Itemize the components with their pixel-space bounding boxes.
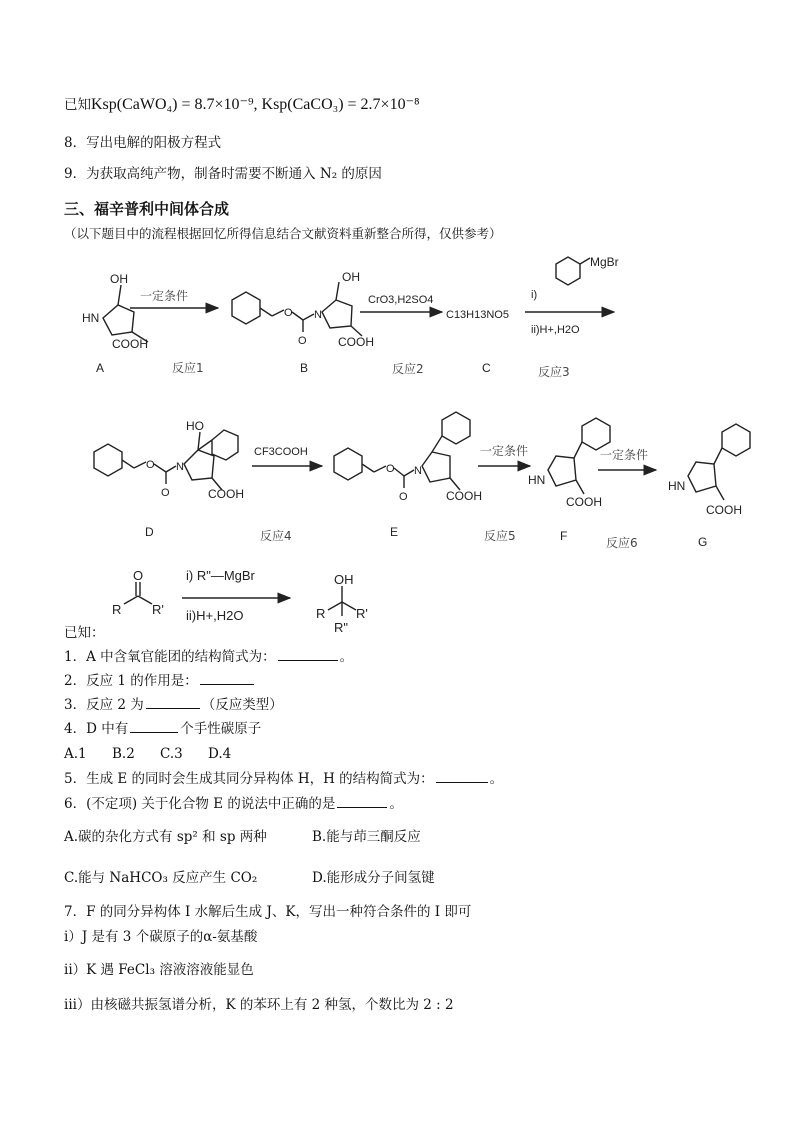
question-8: 8．写出电解的阳极方程式 (64, 135, 222, 151)
b-oh-label: OH (342, 270, 360, 284)
known-reaction (112, 568, 368, 635)
label-a: A (96, 361, 105, 375)
label-b: B (300, 361, 309, 375)
question-3 (64, 696, 283, 714)
d-cooh-label: COOH (208, 487, 244, 501)
q7-condition-i: i）J 是有 3 个碳原子的α-氨基酸 (64, 929, 258, 945)
d-n-label: N (176, 461, 184, 473)
arrow-1-condition: 一定条件 (140, 289, 189, 303)
q1-text: 1．A 中含氧官能团的结构简式为： (64, 649, 276, 665)
d-carbonyl-o: O (161, 487, 170, 499)
a-cooh-label: COOH (112, 337, 148, 351)
g-cooh-label: COOH (706, 503, 742, 517)
c-formula: C13H13NO5 (446, 309, 509, 321)
arrow-5-condition: 一定条件 (480, 444, 529, 458)
q6-end: 。 (389, 796, 403, 812)
q4-option-b[interactable]: B.2 (112, 746, 135, 762)
g-hn-label: HN (668, 479, 686, 493)
d-ho-label: HO (186, 419, 204, 433)
label-c: C (482, 361, 491, 375)
q4-text: 4．D 中有 (64, 721, 129, 737)
q4-end: 个手性碳原子 (180, 721, 262, 737)
q6-option-b[interactable]: B.能与茚三酮反应 (312, 829, 421, 845)
known-product-r-prime: R' (356, 606, 368, 621)
mgbr-label: MgBr (590, 255, 619, 269)
known-reagent-i: i) R"—MgBr (186, 568, 255, 583)
compound-e (334, 412, 482, 539)
e-n-label: N (414, 465, 422, 477)
label-e: E (390, 525, 399, 539)
q4-option-d[interactable]: D.4 (208, 746, 232, 762)
q6-answer-blank[interactable] (337, 795, 387, 808)
arrow-2-reagent: CrO3,H2SO4 (368, 294, 434, 306)
q1-answer-blank[interactable] (278, 648, 338, 661)
arrow-4-reagent: CF3COOH (254, 446, 308, 458)
q4-option-c[interactable]: C.3 (160, 746, 183, 762)
q2-answer-blank[interactable] (200, 672, 254, 685)
q6-text: 6．(不定项) 关于化合物 E 的说法中正确的是 (64, 796, 336, 812)
known-r-prime-label: R' (152, 602, 164, 617)
known-reagent-ii: ii)H+,H2O (186, 608, 244, 623)
a-oh-label: OH (110, 272, 128, 286)
compound-a (82, 272, 148, 375)
known-r-label: R (112, 602, 122, 617)
question-9: 9．为获取高纯产物，制备时需要不断通入 N₂ 的原因 (64, 166, 382, 182)
ksp-expression: Ksp(CaWO₄) = 8.7×10⁻⁹, Ksp(CaCO₃) = 2.7×10⁻⁸ (91, 96, 420, 113)
compound-b (232, 270, 374, 375)
q7-condition-iii: iii）由核磁共振氢谱分析，K 的苯环上有 2 种氢，个数比为 2 : 2 (64, 997, 454, 1013)
arrow-3-step-i: i) (531, 289, 538, 301)
known-oh-label: OH (334, 572, 354, 587)
question-2 (64, 672, 256, 690)
q3-answer-blank[interactable] (146, 696, 200, 709)
arrow-6-condition: 一定条件 (600, 448, 649, 462)
f-hn-label: HN (528, 473, 546, 487)
reaction-5-name: 反应5 (484, 529, 516, 543)
label-d: D (145, 525, 154, 539)
reaction-1-name: 反应1 (172, 361, 204, 375)
b-ester-o: O (284, 307, 293, 319)
known-label: 已知： (64, 625, 105, 641)
q1-end: 。 (339, 649, 354, 665)
q3-text: 3．反应 2 为 (64, 697, 144, 713)
e-carbonyl-o: O (399, 491, 408, 503)
e-cooh-label: COOH (446, 489, 482, 503)
label-g: G (698, 535, 708, 549)
reaction-3-name: 反应3 (538, 365, 570, 379)
ksp-prefix: 已知 (64, 97, 91, 113)
q7-condition-ii: ii）K 遇 FeCl₃ 溶液溶液能显色 (64, 962, 254, 978)
question-5 (64, 770, 503, 788)
section-title: 三、福辛普利中间体合成 (64, 200, 230, 218)
question-6 (64, 795, 403, 813)
reaction-4-name: 反应4 (260, 529, 292, 543)
b-carbonyl-o: O (298, 335, 307, 347)
f-cooh-label: COOH (566, 495, 602, 509)
q4-answer-blank[interactable] (130, 720, 178, 733)
compound-g (668, 424, 750, 549)
q4-option-a[interactable]: A.1 (64, 746, 87, 762)
q6-option-a[interactable]: A.碳的杂化方式有 sp² 和 sp 两种 (64, 829, 267, 845)
q5-answer-blank[interactable] (436, 770, 488, 783)
question-1 (64, 648, 353, 666)
q2-text: 2．反应 1 的作用是： (64, 673, 198, 689)
a-hn-label: HN (82, 311, 100, 325)
known-o-label: O (133, 568, 144, 583)
b-cooh-label: COOH (338, 335, 374, 349)
label-f: F (560, 529, 568, 543)
question-4 (64, 720, 261, 738)
section-note: （以下题目中的流程根据回忆所得信息结合文献资料重新整合所得，仅供参考） (64, 226, 502, 241)
q6-option-d[interactable]: D.能形成分子间氢键 (312, 870, 435, 886)
question-7: 7．F 的同分异构体 I 水解后生成 J、K，写出一种符合条件的 I 即可 (64, 904, 472, 920)
q6-option-c[interactable]: C.能与 NaHCO₃ 反应产生 CO₂ (64, 870, 258, 886)
known-product-r-dprime: R" (334, 620, 349, 635)
arrow-3-step-ii: ii)H+,H2O (531, 324, 580, 336)
phenyl-mgbr-reagent (556, 255, 619, 285)
e-ester-o: O (386, 463, 395, 475)
q5-end: 。 (489, 771, 504, 787)
compound-f (528, 418, 610, 543)
q5-text: 5．生成 E 的同时会生成其同分异构体 H，H 的结构简式为： (64, 771, 434, 787)
b-n-label: N (314, 309, 322, 321)
d-ester-o: O (146, 459, 155, 471)
compound-d (94, 419, 244, 539)
known-product-r: R (316, 606, 326, 621)
reaction-6-name: 反应6 (606, 536, 638, 550)
q3-end: （反应类型） (201, 697, 283, 713)
reaction-2-name: 反应2 (392, 362, 424, 376)
